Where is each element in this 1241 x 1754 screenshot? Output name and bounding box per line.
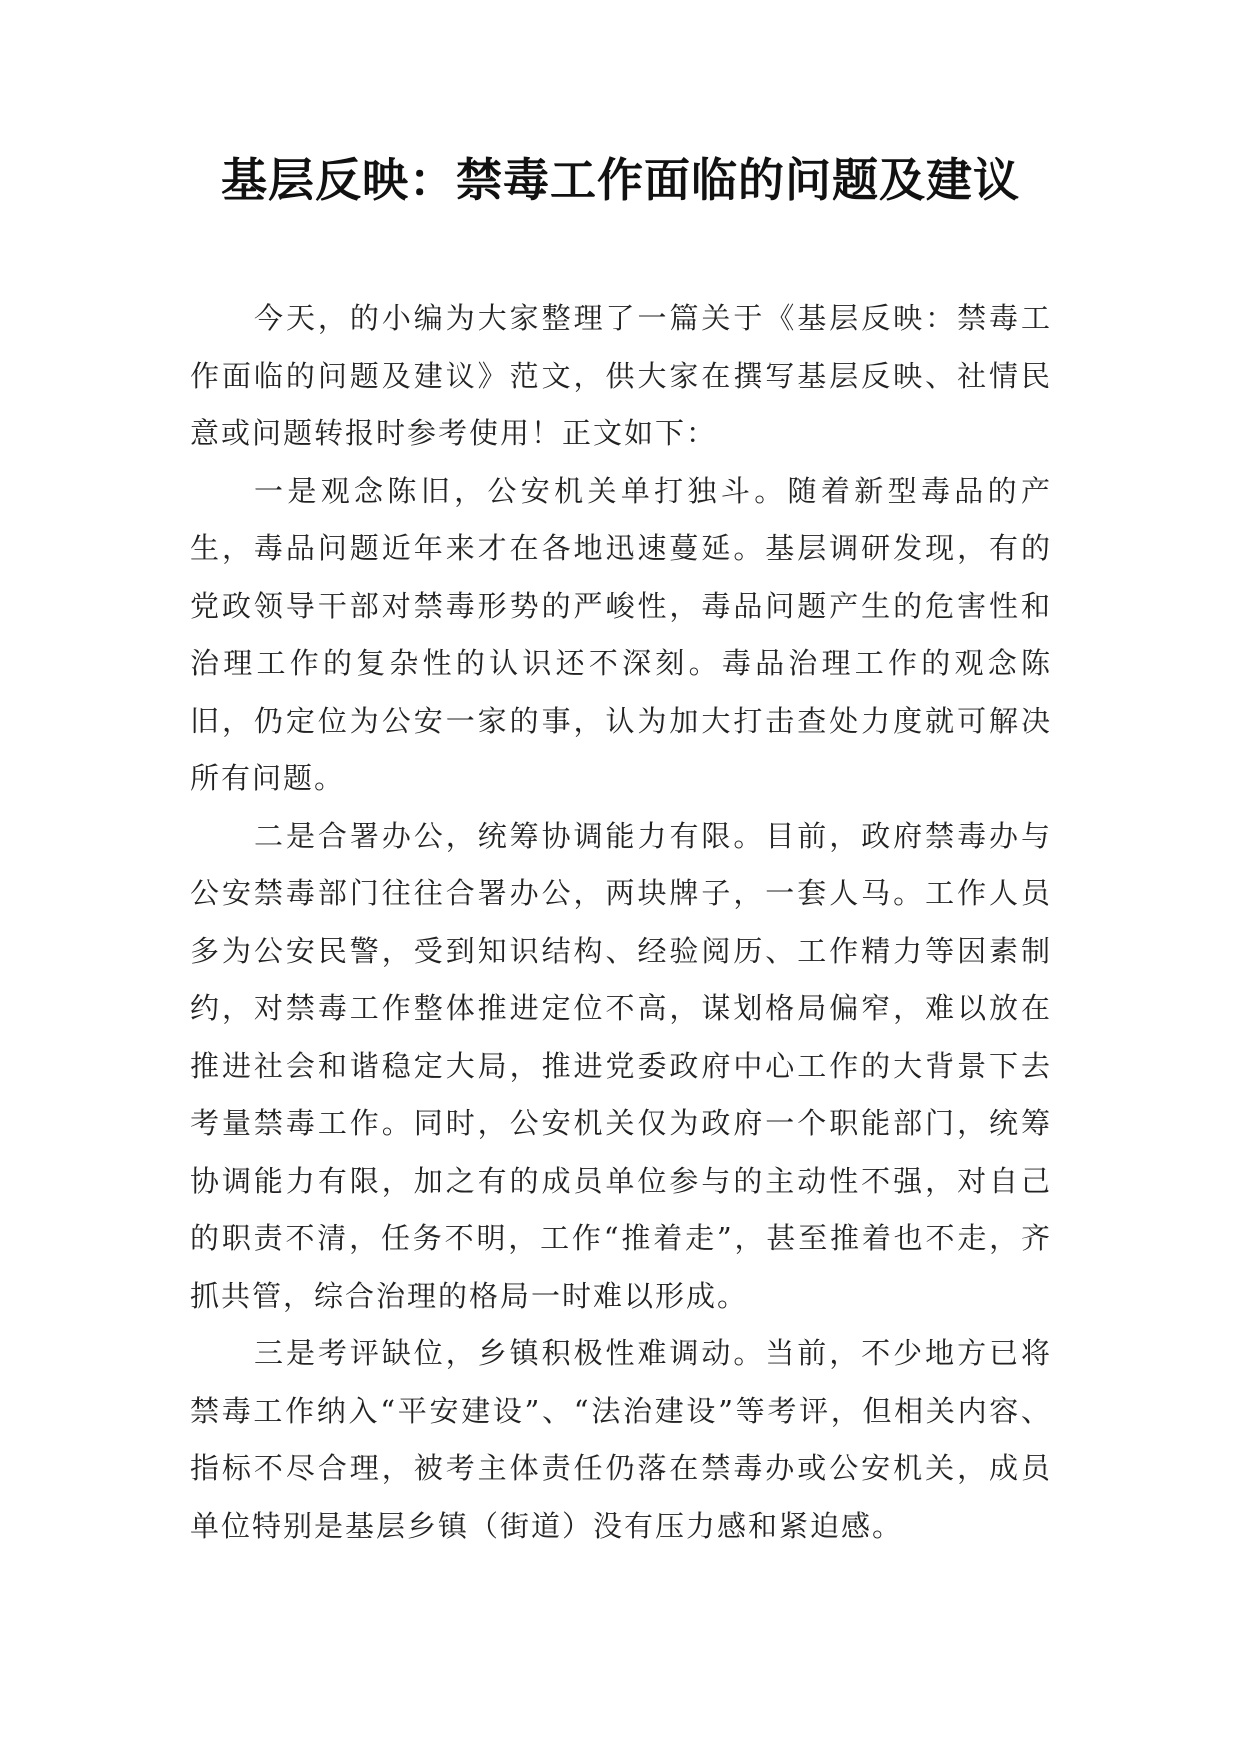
paragraph-point-one: 一是观念陈旧，公安机关单打独斗。随着新型毒品的产生，毒品问题近年来才在各地迅速蔓延。基层调研发现，有的党政领导干部对禁毒形势的严峻性，毒品问题产生的危害性和治理工作的复杂性的认识还不深刻。毒品治理工作的观念陈旧，仍定位为公安一家的事，认为加大打击查处力度就可解决所有问题。	[190, 473, 1052, 795]
document-body	[190, 290, 1052, 1555]
paragraph-point-three: 三是考评缺位，乡镇积极性难调动。当前，不少地方已将禁毒工作纳入“平安建设”、“法治建设”等考评，但相关内容、指标不尽合理，被考主体责任仍落在禁毒办或公安机关，成员单位特别是基层乡镇（街道）没有压力感和紧迫感。	[190, 1336, 1052, 1543]
document-title: 基层反映：禁毒工作面临的问题及建议	[221, 153, 1020, 207]
paragraph-intro: 今天，的小编为大家整理了一篇关于《基层反映：禁毒工作面临的问题及建议》范文，供大家在撰写基层反映、社情民意或问题转报时参考使用！正文如下：	[190, 301, 1052, 450]
paragraph-point-two: 二是合署办公，统筹协调能力有限。目前，政府禁毒办与公安禁毒部门往往合署办公，两块牌子，一套人马。工作人员多为公安民警，受到知识结构、经验阅历、工作精力等因素制约，对禁毒工作整体推进定位不高，谋划格局偏窄，难以放在推进社会和谐稳定大局，推进党委政府中心工作的大背景下去考量禁毒工作。同时，公安机关仅为政府一个职能部门，统筹协调能力有限，加之有的成员单位参与的主动性不强，对自己的职责不清，任务不明，工作“推着走”，甚至推着也不走，齐抓共管，综合治理的格局一时难以形成。	[190, 818, 1052, 1313]
